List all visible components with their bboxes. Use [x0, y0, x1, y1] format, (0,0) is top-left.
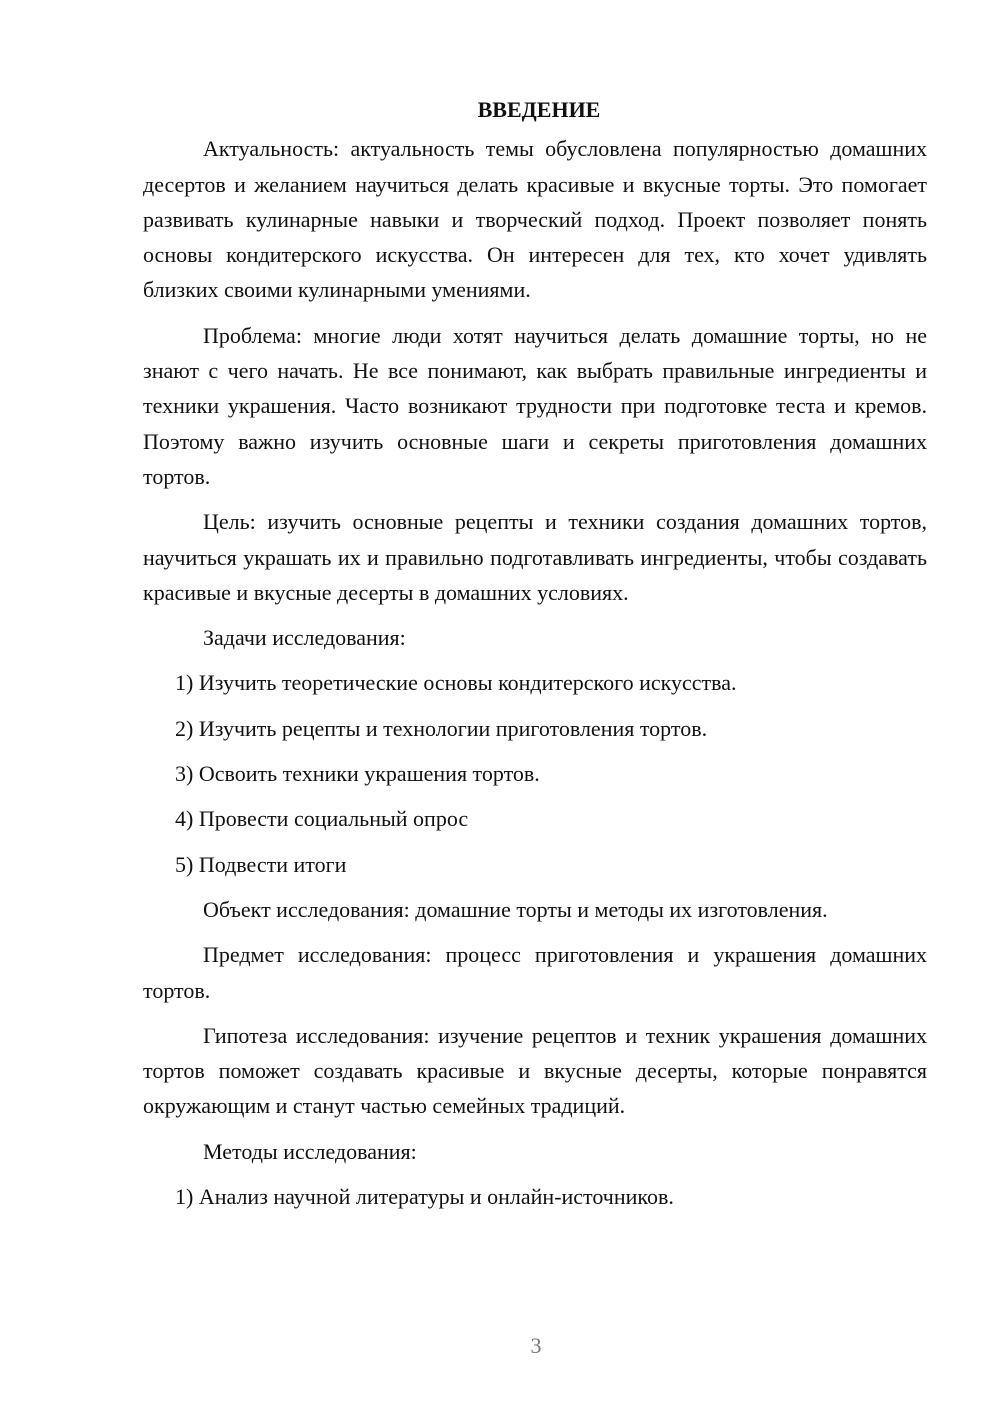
task-item-4: 4) Провести социальный опрос: [175, 806, 469, 832]
hypothesis-paragraph: Гипотеза исследования: изучение рецептов и техник украшения домашних тортов поможет создавать красивые и вкусные десерты, которые понравятся окружающим и станут частью семейных традиций.: [143, 1022, 927, 1119]
tasks-heading: Задачи исследования:: [203, 625, 406, 651]
goal-paragraph: Цель: изучить основные рецепты и техники создания домашних тортов, научиться украшать их и правильно подготавливать ингредиенты, чтобы создавать красивые и вкусные десерты в домашних условиях.: [143, 509, 927, 605]
page-number: 3: [530, 1333, 542, 1358]
task-item-1: 1) Изучить теоретические основы кондитерского искусства.: [175, 670, 737, 696]
task-item-5: 5) Подвести итоги: [175, 851, 347, 877]
document-body: [143, 92, 927, 1224]
task-item-3: 3) Освоить техники украшения тортов.: [175, 761, 540, 787]
relevance-paragraph: Актуальность: актуальность темы обусловлена популярностью домашних десертов и желанием научиться делать красивые и вкусные торты. Это помогает развивать кулинарные навыки и творческий подход. Проект позволяет понять основы кондитерского искусства. Он интересен для тех, кто хочет удивлять близких своими кулинарными умениями.: [143, 136, 927, 303]
object-paragraph: Объект исследования: домашние торты и методы их изготовления.: [203, 896, 828, 922]
task-item-2: 2) Изучить рецепты и технологии приготовления тортов.: [175, 715, 708, 741]
problem-paragraph: Проблема: многие люди хотят научиться делать домашние торты, но не знают с чего начать. Не все понимают, как выбрать правильные ингредиенты и техники украшения. Часто возникают трудности при подготовке теста и кремов. Поэтому важно изучить основные шаги и секреты приготовления домашних тортов.: [143, 322, 927, 489]
section-title: ВВЕДЕНИЕ: [477, 97, 601, 122]
methods-heading: Методы исследования:: [203, 1138, 417, 1164]
subject-paragraph: Предмет исследования: процесс приготовления и украшения домашних тортов.: [143, 942, 927, 1003]
method-item-1: 1) Анализ научной литературы и онлайн-источников.: [175, 1184, 674, 1210]
